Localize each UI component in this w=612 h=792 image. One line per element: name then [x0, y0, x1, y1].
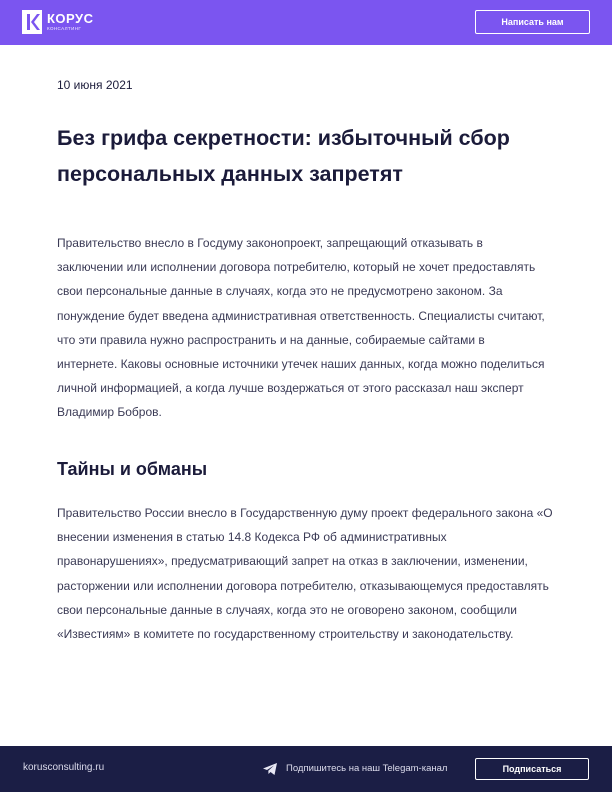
footer-site-link[interactable]: korusconsulting.ru — [23, 762, 105, 773]
header-bar — [0, 0, 612, 45]
article-lead: Правительство внесло в Госдуму законопроект, запрещающий отказывать в заключении или исполнении договора потребителю, который не хочет предоставлять свои персональные данные в случаях, когда это не предусмотрено законом. За понуждение будет введена административная ответственность. Специалисты считают, что эти правила нужно распространить и на данные, собираемые сайтами в интернете. Каковы основные источники утечек наших данных, когда можно поделиться личной информацией, а когда лучше воздержаться от этого рассказал наш эксперт Владимир Бобров. — [57, 236, 545, 420]
korus-logo-icon — [22, 10, 42, 34]
telegram-link[interactable]: Подпишитесь на наш Telegam-канал — [286, 763, 448, 774]
subscribe-button[interactable]: Подписаться — [475, 758, 589, 780]
article-title: Без грифа секретности: избыточный сбор персональных данных запретят — [57, 126, 510, 186]
section-paragraph: Правительство России внесло в Государственную думу проект федерального закона «О внесении изменения в статью 14.8 Кодекса РФ об административных правонарушениях», предусматривающий запрет на отказ в заключении, изменении, расторжении или исполнении договора потребителю, отказывающемуся предоставлять свои персональные данные в случаях, когда это не оговорено законом, сообщили «Известиям» в комитете по государственному строительству и законодательству. — [57, 506, 553, 642]
telegram-icon[interactable] — [262, 761, 278, 777]
article-date: 10 июня 2021 — [57, 78, 133, 92]
logo-subtitle: КОНСАЛТИНГ — [47, 26, 82, 31]
section-heading: Тайны и обманы — [57, 459, 208, 479]
logo-name: КОРУС — [47, 11, 94, 26]
footer-bar — [0, 746, 612, 792]
logo-text — [47, 12, 94, 32]
write-us-button[interactable]: Написать нам — [475, 10, 590, 34]
korus-logo[interactable] — [22, 10, 94, 34]
